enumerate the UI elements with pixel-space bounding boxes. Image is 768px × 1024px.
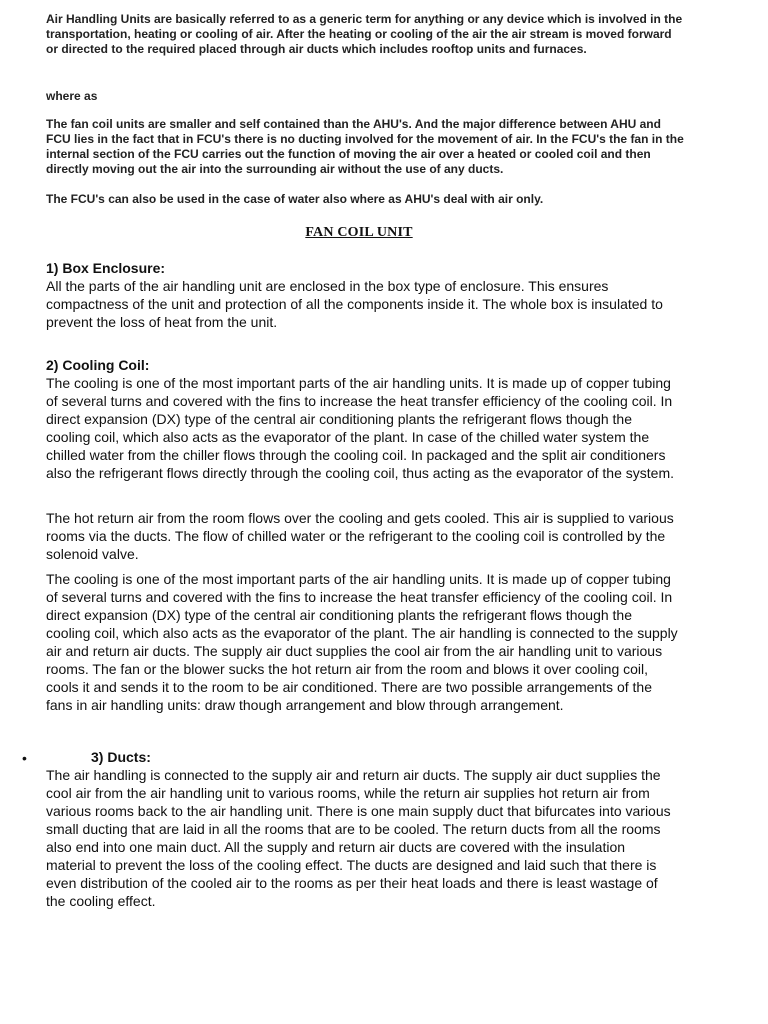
section-body-cooling-coil-1: The cooling is one of the most important parts of the air handling units. It is made up of copper tubing of several turns and covered with the fins to increase the heat transfer efficiency of the cooling coil. In direct expansion (DX) type of the central air conditioning plants the refrigerant flows though the cooling coil, which also acts as the evaporator of the plant. In case of the chilled water system the chilled water from the chiller flows through the cooling coil. In packaged and the split air conditioners also the refrigerant flows directly through the cooling coil, thus acting as the evaporator of the system. xyxy=(46,375,674,481)
list-bullet: • xyxy=(22,750,27,766)
section-body-cooling-coil-3: The cooling is one of the most important parts of the air handling units. It is made up of copper tubing of several turns and covered with the fins to increase the heat transfer efficiency of the cooling coil. In direct expansion (DX) type of the central air conditioning plants the refrigerant flows though the cooling coil, which also acts as the evaporator of the plant. The air handling is connected to the supply air and return air ducts. The supply air duct supplies the cool air from the air handling unit to various rooms. The fan or the blower sucks the hot return air from the room and blows it over cooling coil, cools it and sends it to the room to be air conditioned. There are two possible arrangements of the fans in air handling units: draw though arrangement and blow through arrangement. xyxy=(46,571,678,713)
section-heading-box-enclosure: 1) Box Enclosure: xyxy=(46,260,166,276)
intro-paragraph-where-as: where as xyxy=(46,89,98,103)
section-heading-ducts: 3) Ducts: xyxy=(91,749,151,765)
intro-paragraph-ahu-definition: Air Handling Units are basically referred to as a generic term for anything or any device which is involved in the transportation, heating or cooling of air. After the heating or cooling of the air the air stream is moved forward or directed to the required placed through air ducts which includes rooftop units and furnaces. xyxy=(46,12,683,56)
page-title: FAN COIL UNIT xyxy=(305,225,413,240)
section-body-cooling-coil-2: The hot return air from the room flows over the cooling and gets cooled. This air is supplied to various rooms via the ducts. The flow of chilled water or the refrigerant to the cooling coil is controlled by the solenoid valve. xyxy=(46,510,674,562)
intro-paragraph-fcu-difference: The fan coil units are smaller and self contained than the AHU's. And the major difference between AHU and FCU lies in the fact that in FCU's there is no ducting involved for the movement of air. In the FCU's the fan in the internal section of the FCU carries out the function of moving the air over a heated or cooled coil and then directly moving out the air into the surrounding air without the use of any ducts. xyxy=(46,117,684,176)
section-body-ducts: The air handling is connected to the supply air and return air ducts. The supply air duct supplies the cool air from the air handling unit to various rooms, while the return air supplies hot return air from various rooms back to the air handling unit. There is one main supply duct that bifurcates into various small ducting that are laid in all the rooms that are to be cooled. The return ducts from all the rooms also end into one main duct. All the supply and return air ducts are covered with the insulation material to prevent the loss of the cooling effect. The ducts are designed and laid such that there is even distribution of the cooled air to the rooms as per their heat loads and there is least wastage of the cooling effect. xyxy=(46,767,671,909)
intro-paragraph-fcu-water: The FCU's can also be used in the case of water also where as AHU's deal with air only. xyxy=(46,192,544,206)
section-body-box-enclosure: All the parts of the air handling unit are enclosed in the box type of enclosure. This ensures compactness of the unit and protection of all the components inside it. The whole box is insulated to prevent the loss of heat from the unit. xyxy=(46,278,663,330)
section-heading-cooling-coil: 2) Cooling Coil: xyxy=(46,357,150,373)
